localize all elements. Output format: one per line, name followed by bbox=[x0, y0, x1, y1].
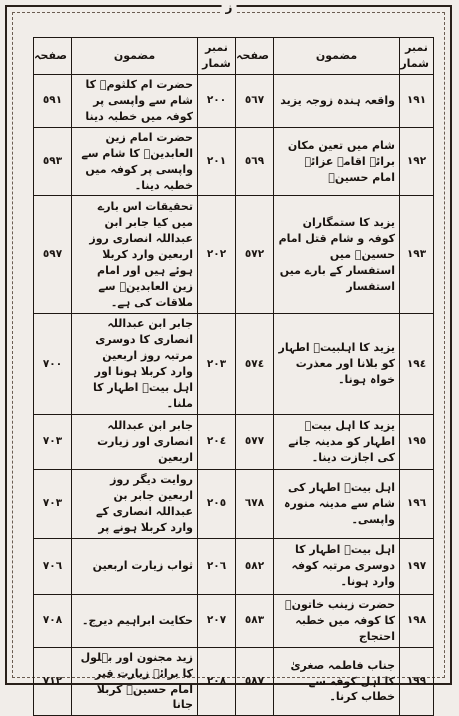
serial-cell: ٢٠٤ bbox=[198, 415, 236, 470]
topic-cell: واقعہ ہندہ زوجہ یزید bbox=[274, 74, 400, 127]
page-cell: ٥٩١ bbox=[34, 74, 72, 127]
topic-cell: یزید کا اہل بیتؑ اطہار کو مدینہ جانے کی اجازت دینا۔ bbox=[274, 415, 400, 470]
serial-cell: ١٩٧ bbox=[400, 538, 434, 594]
serial-cell: ١٩٦ bbox=[400, 470, 434, 539]
serial-cell: ٢٠٥ bbox=[198, 470, 236, 539]
serial-cell: ١٩٩ bbox=[400, 647, 434, 716]
topic-cell: زید مجنون اور بہلول کا برائے زیارت قبر امام حسینؑ کربلا جانا bbox=[72, 647, 198, 716]
page-cell: ٧٠٨ bbox=[34, 594, 72, 647]
topic-cell: جابر ابن عبداللہ انصاری کا دوسری مرتبہ روز اربعین وارد کربلا ہونا اور اہل بیتؑ اطہار کا ملنا۔ bbox=[72, 314, 198, 415]
page-cell: ٥٧٢ bbox=[236, 196, 274, 314]
topic-cell: ثواب زیارت اربعین bbox=[72, 538, 198, 594]
topic-cell: تحقیقات اس بارے میں کیا جابر ابن عبداللہ انصاری روز اربعین وارد کربلا ہوئے ہیں اور امام زین العابدینؑ سے ملاقات کی ہے۔ bbox=[72, 196, 198, 314]
table-row bbox=[34, 314, 434, 415]
page-cell: ٥٨٣ bbox=[236, 594, 274, 647]
topic-cell: اہل بیتؑ اطہار کی شام سے مدینہ منورہ واپسی۔ bbox=[274, 470, 400, 539]
page-cell: ٥٨٢ bbox=[236, 538, 274, 594]
page-cell: ٥٦٧ bbox=[236, 74, 274, 127]
page-cell: ٥٩٧ bbox=[34, 196, 72, 314]
serial-cell: ١٩٤ bbox=[400, 314, 434, 415]
topic-cell: حکایت ابراہیم دیرج۔ bbox=[72, 594, 198, 647]
serial-cell: ٢٠٨ bbox=[198, 647, 236, 716]
table-row bbox=[34, 196, 434, 314]
page-cell: ٧٠٣ bbox=[34, 470, 72, 539]
table-row bbox=[34, 594, 434, 647]
table-row bbox=[34, 127, 434, 196]
serial-cell: ٢٠١ bbox=[198, 127, 236, 196]
page-cell: ٥٧٧ bbox=[236, 415, 274, 470]
topic-cell: حضرت ام کلثومؑ کا شام سے واپسی پر کوفہ میں خطبہ دینا bbox=[72, 74, 198, 127]
topic-cell: روایت دیگر روز اربعین جابر بن عبداللہ انصاری کے وارد کربلا ہونے پر bbox=[72, 470, 198, 539]
table-row bbox=[34, 74, 434, 127]
page-cell: ٧٠٠ bbox=[34, 314, 72, 415]
serial-cell: ١٩٣ bbox=[400, 196, 434, 314]
serial-cell: ٢٠٠ bbox=[198, 74, 236, 127]
page-cell: ٥٧٤ bbox=[236, 314, 274, 415]
topic-cell: اہل بیتؑ اطہار کا دوسری مرتبہ کوفہ وارد ہونا۔ bbox=[274, 538, 400, 594]
serial-cell: ١٩٥ bbox=[400, 415, 434, 470]
serial-cell: ٢٠٢ bbox=[198, 196, 236, 314]
page-cell: ٦٧٨ bbox=[236, 470, 274, 539]
table-row bbox=[34, 470, 434, 539]
topic-cell: حضرت زینب خاتونؑ کا کوفہ میں خطبہ احتجاج bbox=[274, 594, 400, 647]
contents-table bbox=[33, 37, 434, 716]
table-row bbox=[34, 647, 434, 716]
serial-cell: ٢٠٦ bbox=[198, 538, 236, 594]
page-cell: ٥٨٧ bbox=[236, 647, 274, 716]
serial-cell: ١٩٢ bbox=[400, 127, 434, 196]
header-page-right: صفحہ bbox=[236, 38, 274, 75]
serial-cell: ٢٠٣ bbox=[198, 314, 236, 415]
table-row bbox=[34, 415, 434, 470]
page-cell: ٥٦٩ bbox=[236, 127, 274, 196]
topic-cell: شام میں تعین مکان برائے اقامہ عزائے امام حسینؑ bbox=[274, 127, 400, 196]
topic-cell: جناب فاطمہ صغریٰ کا اہل کوفہ سے خطاب کرنا۔ bbox=[274, 647, 400, 716]
header-page-left: صفحہ bbox=[34, 38, 72, 75]
header-row bbox=[34, 38, 434, 75]
header-serial-right: نمبر شمار bbox=[400, 38, 434, 75]
serial-cell: ٢٠٧ bbox=[198, 594, 236, 647]
page-cell: ٥٩٣ bbox=[34, 127, 72, 196]
header-topic-left: مضمون bbox=[72, 38, 198, 75]
topic-cell: جابر ابن عبداللہ انصاری اور زیارت اربعین bbox=[72, 415, 198, 470]
serial-cell: ١٩١ bbox=[400, 74, 434, 127]
page-cell: ٧٠٣ bbox=[34, 415, 72, 470]
header-topic-right: مضمون bbox=[274, 38, 400, 75]
page-cell: ٧١٢ bbox=[34, 647, 72, 716]
page-cell: ٧٠٦ bbox=[34, 538, 72, 594]
topic-cell: حضرت امام زین العابدینؑ کا شام سے واپسی پر کوفہ میں خطبہ دینا۔ bbox=[72, 127, 198, 196]
serial-cell: ١٩٨ bbox=[400, 594, 434, 647]
page-number: ز bbox=[222, 0, 237, 14]
topic-cell: یزید کا ستمگاران کوفہ و شام قتل امام حسینؑ میں استفسار کے بارے میں استفسار bbox=[274, 196, 400, 314]
topic-cell: یزید کا اہلبیتؑ اطہار کو بلانا اور معذرت خواہ ہونا۔ bbox=[274, 314, 400, 415]
header-serial-left: نمبر شمار bbox=[198, 38, 236, 75]
table-row bbox=[34, 538, 434, 594]
